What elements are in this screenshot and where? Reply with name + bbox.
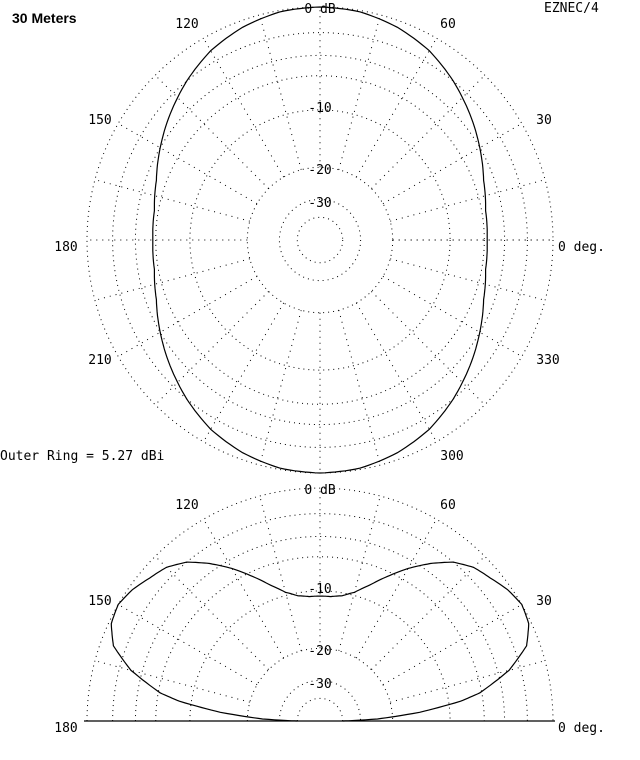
grid-spoke	[371, 291, 484, 404]
angle-label: 210	[88, 353, 112, 368]
grid-spoke	[371, 556, 484, 669]
band-title: 30 Meters	[12, 10, 77, 26]
angle-label: 0 deg.	[558, 240, 605, 255]
grid-spoke	[155, 556, 268, 669]
grid-spoke	[260, 496, 302, 651]
azimuth-grid	[87, 7, 553, 473]
grid-spoke	[260, 310, 302, 465]
grid-spoke	[260, 15, 302, 170]
grid-ring	[279, 199, 360, 280]
ring-label: 0 dB	[304, 2, 336, 17]
ring-label: -30	[308, 677, 332, 692]
angle-label: 60	[440, 498, 456, 513]
grid-spoke	[390, 259, 545, 301]
elevation-labels	[54, 483, 605, 736]
ring-label: -20	[308, 163, 332, 178]
ring-label: -10	[308, 101, 332, 116]
grid-ring	[297, 698, 342, 721]
angle-label: 150	[88, 594, 112, 609]
angle-label: 30	[536, 113, 552, 128]
ring-label: 0 dB	[304, 483, 336, 498]
azimuth-labels	[54, 2, 605, 464]
grid-ring	[297, 217, 342, 262]
angle-label: 180	[54, 721, 78, 736]
ring-label: -10	[308, 582, 332, 597]
grid-spoke	[95, 259, 250, 301]
ring-label: -20	[308, 644, 332, 659]
grid-spoke	[155, 75, 268, 188]
angle-label: 120	[175, 498, 199, 513]
program-name: EZNEC/4	[544, 1, 599, 16]
grid-spoke	[371, 75, 484, 188]
grid-spoke	[339, 496, 381, 651]
grid-ring	[247, 167, 392, 312]
grid-spoke	[155, 291, 268, 404]
grid-spoke	[95, 180, 250, 222]
grid-spoke	[339, 310, 381, 465]
angle-label: 60	[440, 17, 456, 32]
angle-label: 180	[54, 240, 78, 255]
angle-label: 120	[175, 17, 199, 32]
ring-label: -30	[308, 196, 332, 211]
angle-label: 30	[536, 594, 552, 609]
angle-label: 0 deg.	[558, 721, 605, 736]
angle-label: 330	[536, 353, 560, 368]
angle-label: 300	[440, 449, 464, 464]
outer-ring-note: Outer Ring = 5.27 dBi	[0, 449, 165, 464]
grid-spoke	[390, 661, 545, 703]
grid-spoke	[339, 15, 381, 170]
grid-spoke	[390, 180, 545, 222]
angle-label: 150	[88, 113, 112, 128]
grid-spoke	[95, 661, 250, 703]
